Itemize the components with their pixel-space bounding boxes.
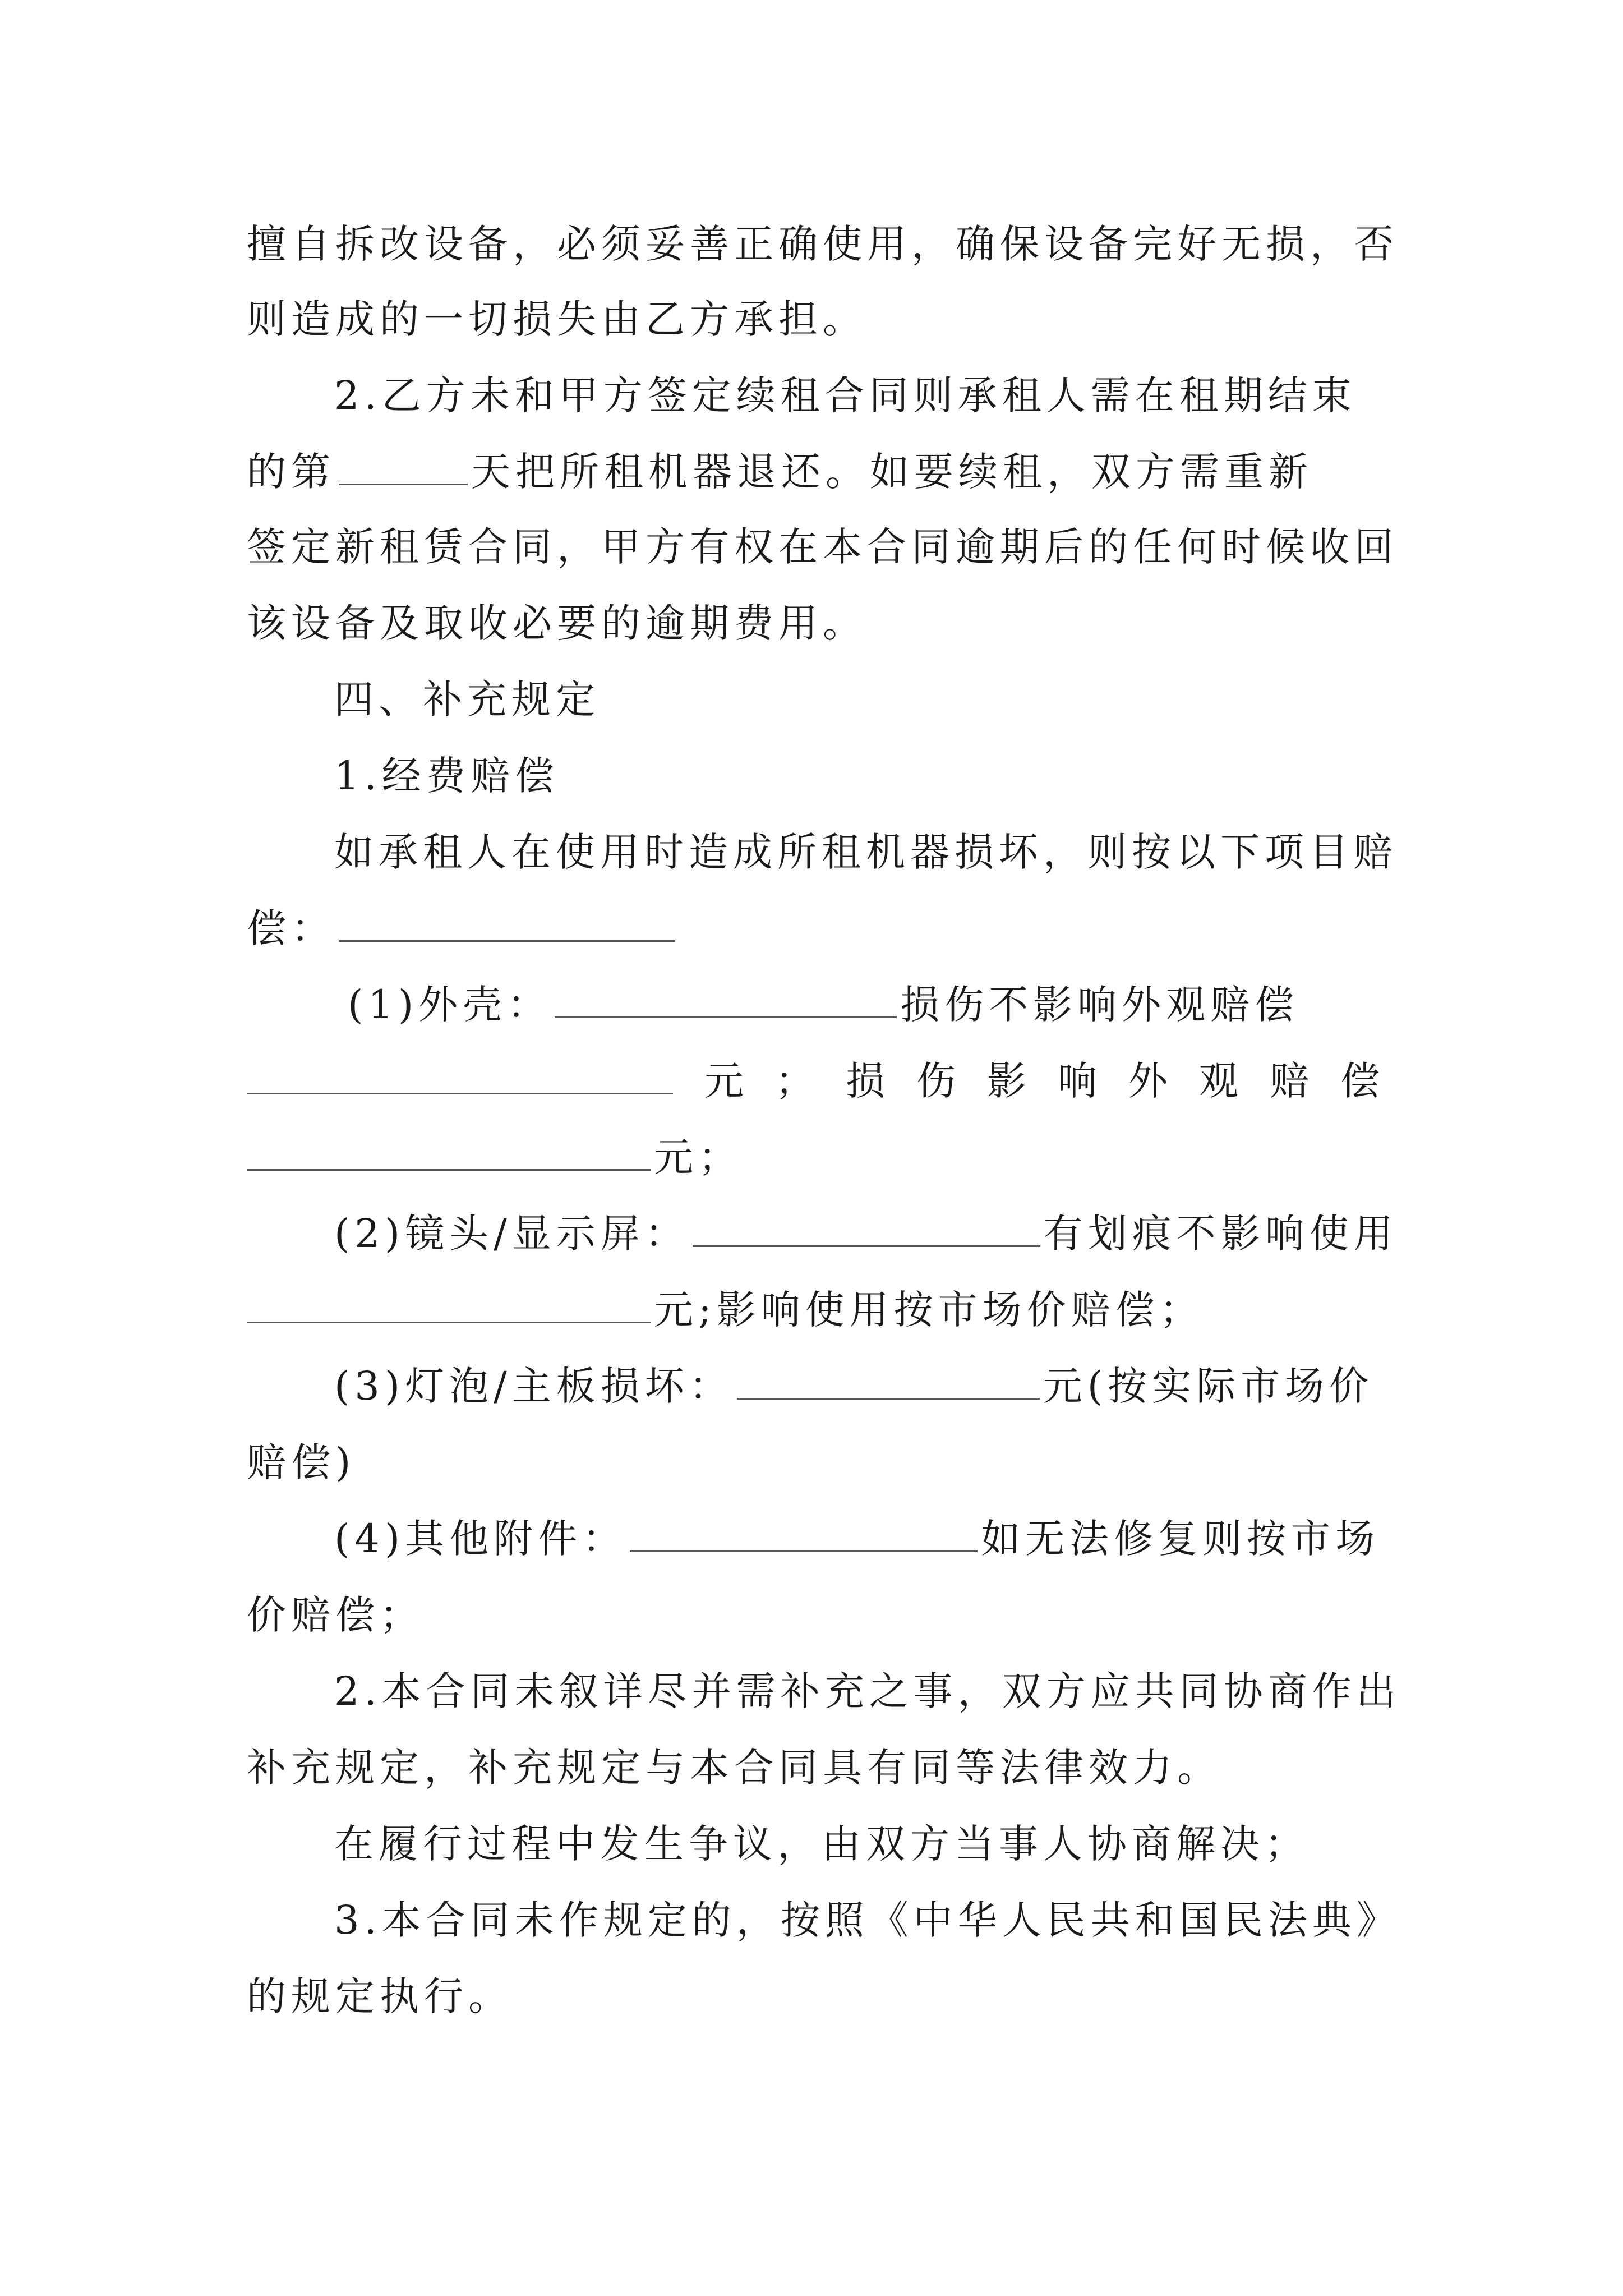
text-line: 元； (247, 1126, 1380, 1188)
text-line: (3)灯泡/主板损坏： 元(按实际市场价 (334, 1363, 1374, 1409)
text-line: 2.本合同未叙详尽并需补充之事，双方应共同协商作出 (334, 1668, 1401, 1714)
text-line: 在履行过程中发生争议，由双方当事人协商解决； (334, 1821, 1309, 1867)
subsection-heading: 1.经费赔偿 (334, 753, 559, 799)
text-line: 赔偿) (247, 1439, 356, 1485)
fill-blank (737, 1363, 1040, 1400)
text-line: (4)其他附件： 如无法修复则按市场 (334, 1516, 1380, 1562)
text-line: 该设备及取收必要的逾期费用。 (247, 600, 867, 646)
text-line: 补充规定，补充规定与本合同具有同等法律效力。 (247, 1745, 1221, 1791)
fill-blank (247, 1058, 673, 1094)
fill-blank (555, 982, 897, 1018)
fill-blank (247, 1134, 651, 1171)
text-line: 元;影响使用按市场价赔偿； (247, 1279, 1380, 1341)
section-heading: 四、补充规定 (334, 677, 600, 723)
text-line: 元 ； 损 伤 影 响 外 观 赔 偿 (247, 1050, 1380, 1112)
text-line: (1)外壳： 损伤不影响外观赔偿 (348, 982, 1299, 1028)
text-line: 2.乙方未和甲方签定续租合同则承租人需在租期结束 (334, 372, 1357, 418)
fill-blank (339, 449, 468, 485)
fill-blank (630, 1516, 978, 1552)
fill-blank (339, 905, 675, 942)
text-line: 如承租人在使用时造成所租机器损坏，则按以下项目赔 (334, 829, 1398, 875)
text-line: 偿： (247, 898, 1380, 959)
text-line: 签定新租赁合同，甲方有权在本合同逾期后的任何时候收回 (247, 524, 1399, 570)
text-line: 价赔偿； (247, 1592, 424, 1638)
text-line: (2)镜头/显示屏： 有划痕不影响使用 (334, 1211, 1398, 1257)
text-line: 3.本合同未作规定的，按照《中华人民共和国民法典》 (334, 1897, 1401, 1943)
text-line: 擅自拆改设备，必须妥善正确使用，确保设备完好无损，否 (247, 221, 1399, 267)
fill-blank (693, 1211, 1040, 1247)
text-line: 的第 天把所租机器退还。如要续租，双方需重新 (247, 449, 1313, 495)
text-line: 则造成的一切损失由乙方承担。 (247, 296, 867, 342)
fill-blank (247, 1287, 651, 1323)
text-line: 的规定执行。 (247, 1973, 513, 2019)
